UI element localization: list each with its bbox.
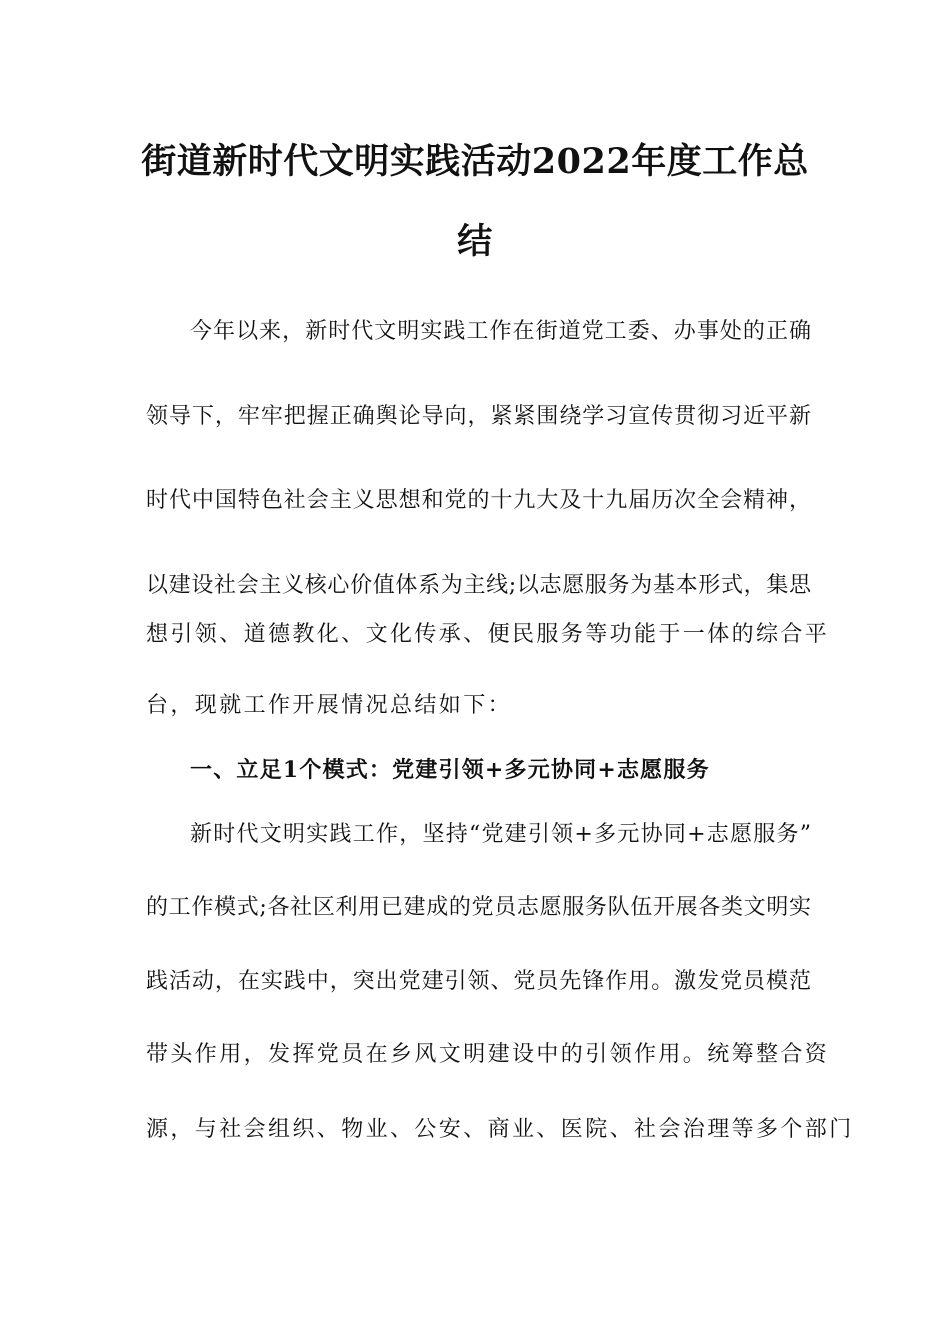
- paragraph-line: 新时代文明实践工作，坚持“党建引领+多元协同+志愿服务”: [190, 822, 811, 847]
- paragraph-line: 今年以来，新时代文明实践工作在街道党工委、办事处的正确: [190, 319, 811, 344]
- paragraph-line: 践活动，在实践中，突出党建引领、党员先锋作用。激发党员模范: [146, 969, 811, 994]
- paragraph-line: 带头作用，发挥党员在乡风文明建设中的引领作用。统筹整合资: [146, 1042, 830, 1067]
- paragraph-line: 以建设社会主义核心价值体系为主线;以志愿服务为基本形式，集思: [146, 573, 811, 598]
- paragraph-line: 想引领、道德教化、文化传承、便民服务等功能于一体的综合平: [146, 622, 830, 647]
- paragraph-line: 领导下，牢牢把握正确舆论导向，紧紧围绕学习宣传贯彻习近平新: [146, 404, 811, 429]
- paragraph-line: 源，与社会组织、物业、公安、商业、医院、社会治理等多个部门: [146, 1117, 854, 1142]
- paragraph-line: 的工作模式;各社区利用已建成的党员志愿服务队伍开展各类文明实: [146, 895, 811, 920]
- section-heading: 一、立足1个模式：党建引领+多元协同+志愿服务: [190, 757, 710, 783]
- paragraph-line: 时代中国特色社会主义思想和党的十九大及十九届历次全会精神，: [146, 488, 811, 513]
- paragraph-line: 台，现就工作开展情况总结如下：: [146, 693, 513, 718]
- document-title: 街道新时代文明实践活动2022年度工作总结: [141, 141, 809, 262]
